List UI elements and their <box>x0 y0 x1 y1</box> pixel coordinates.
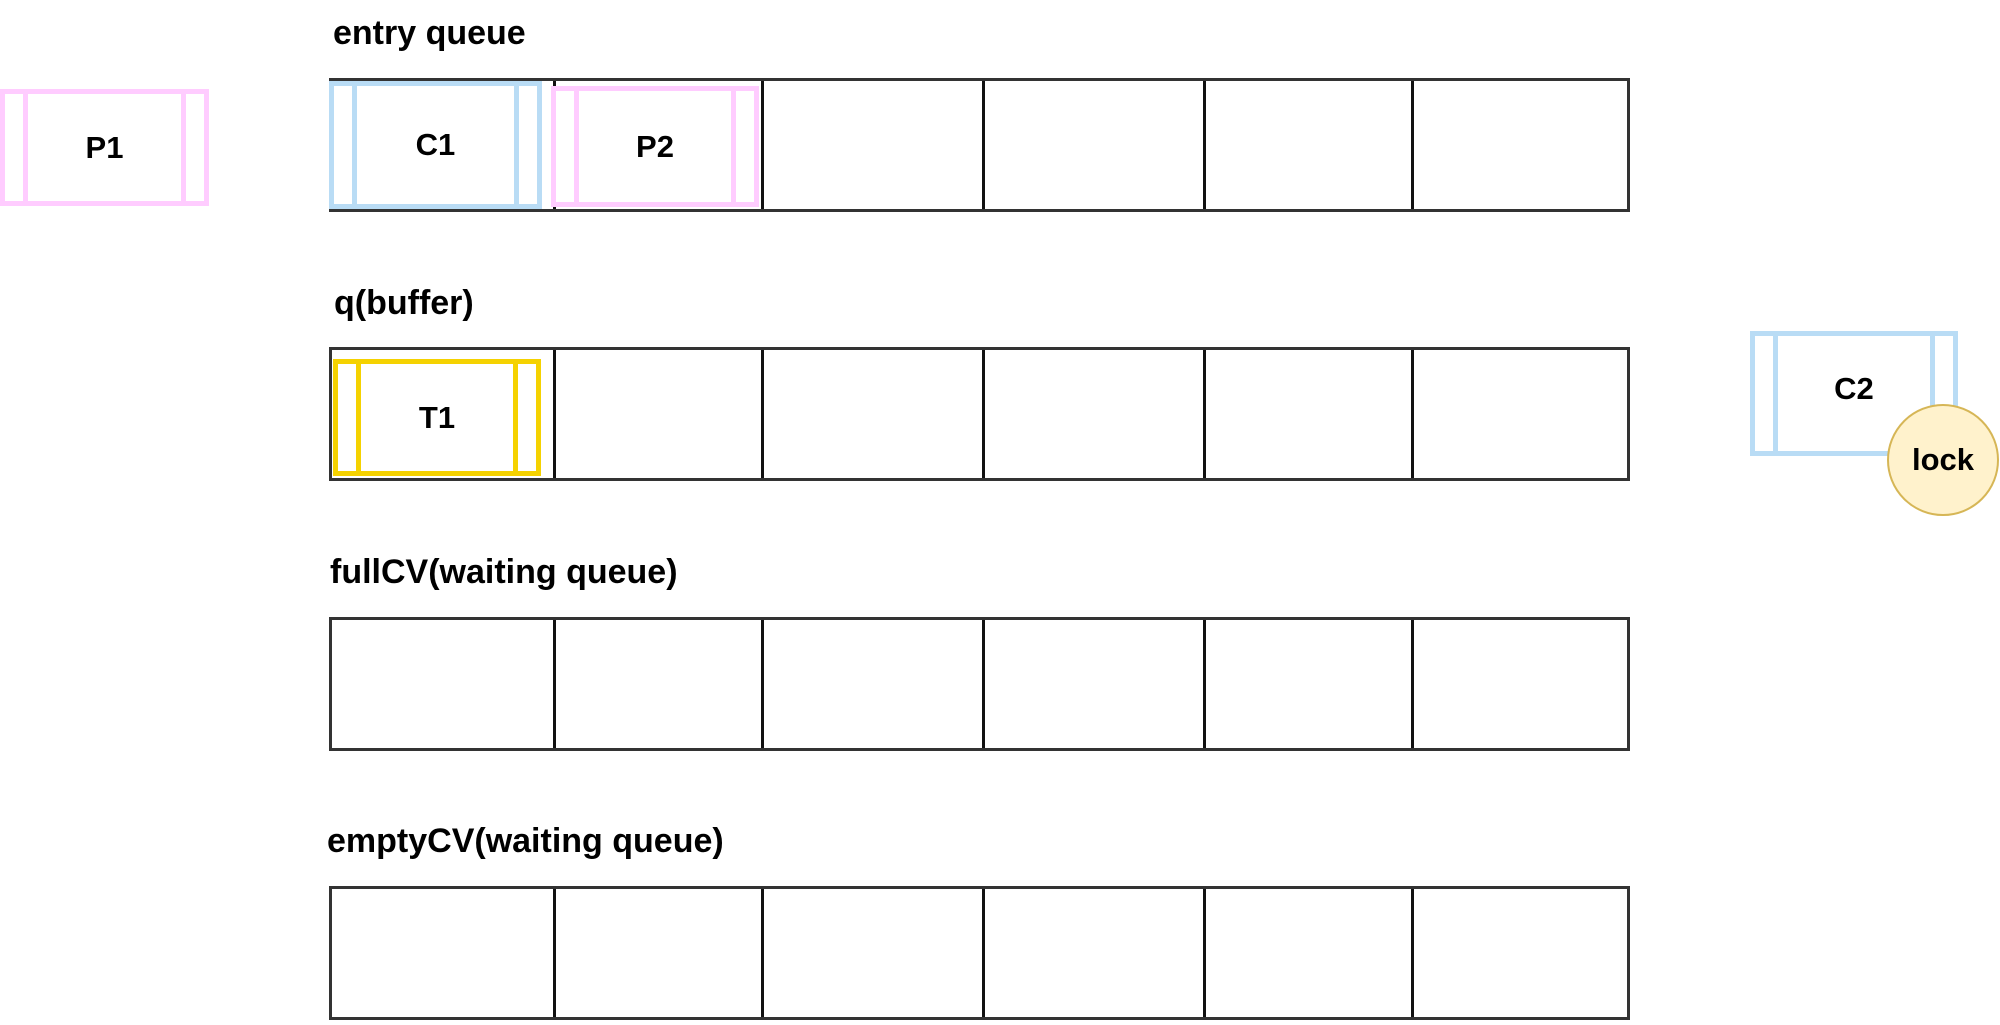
queue-cell <box>761 81 982 209</box>
process-t1[interactable] <box>333 359 541 476</box>
queue-cell <box>1411 81 1627 209</box>
process-bar <box>514 86 519 204</box>
queue-cell <box>553 620 761 748</box>
process-bar <box>23 94 28 201</box>
fullcv-queue-label: fullCV(waiting queue) <box>330 553 678 591</box>
process-bar <box>356 364 361 471</box>
queue-cell <box>1203 350 1411 478</box>
queue-cell <box>553 350 761 478</box>
process-c1[interactable] <box>329 81 542 209</box>
process-bar <box>352 86 357 204</box>
queue-cell <box>761 889 982 1017</box>
process-t1-label: T1 <box>418 399 456 435</box>
lock-token[interactable] <box>1887 404 1999 516</box>
process-bar <box>574 91 579 202</box>
queue-cell <box>982 620 1203 748</box>
queue-cell <box>1203 620 1411 748</box>
queue-cell <box>761 350 982 478</box>
queue-cell <box>332 620 553 748</box>
entry-queue-label: entry queue <box>333 14 526 52</box>
fullcv-queue <box>329 617 1630 751</box>
process-bar <box>513 364 518 471</box>
queue-cell <box>1411 620 1627 748</box>
process-c2-label: C2 <box>1834 370 1874 406</box>
queue-cell <box>982 81 1203 209</box>
queue-cell <box>1203 81 1411 209</box>
emptycv-queue-label: emptyCV(waiting queue) <box>327 822 724 860</box>
process-bar <box>731 91 736 202</box>
queue-cell <box>1203 889 1411 1017</box>
queue-cell <box>1411 350 1627 478</box>
process-p2[interactable] <box>551 86 759 207</box>
queue-cell <box>332 889 553 1017</box>
queue-cell <box>1411 889 1627 1017</box>
process-p1-label: P1 <box>85 129 124 165</box>
process-p1[interactable] <box>0 89 209 206</box>
process-c1-label: C1 <box>415 127 456 162</box>
queue-cell <box>761 620 982 748</box>
queue-cell <box>982 889 1203 1017</box>
lock-label: lock <box>1911 442 1975 477</box>
queue-cell <box>553 889 761 1017</box>
process-bar <box>181 94 186 201</box>
queue-cell <box>982 350 1203 478</box>
process-bar <box>1773 336 1778 451</box>
process-p2-label: P2 <box>636 128 674 164</box>
buffer-queue-label: q(buffer) <box>334 284 474 322</box>
emptycv-queue <box>329 886 1630 1020</box>
